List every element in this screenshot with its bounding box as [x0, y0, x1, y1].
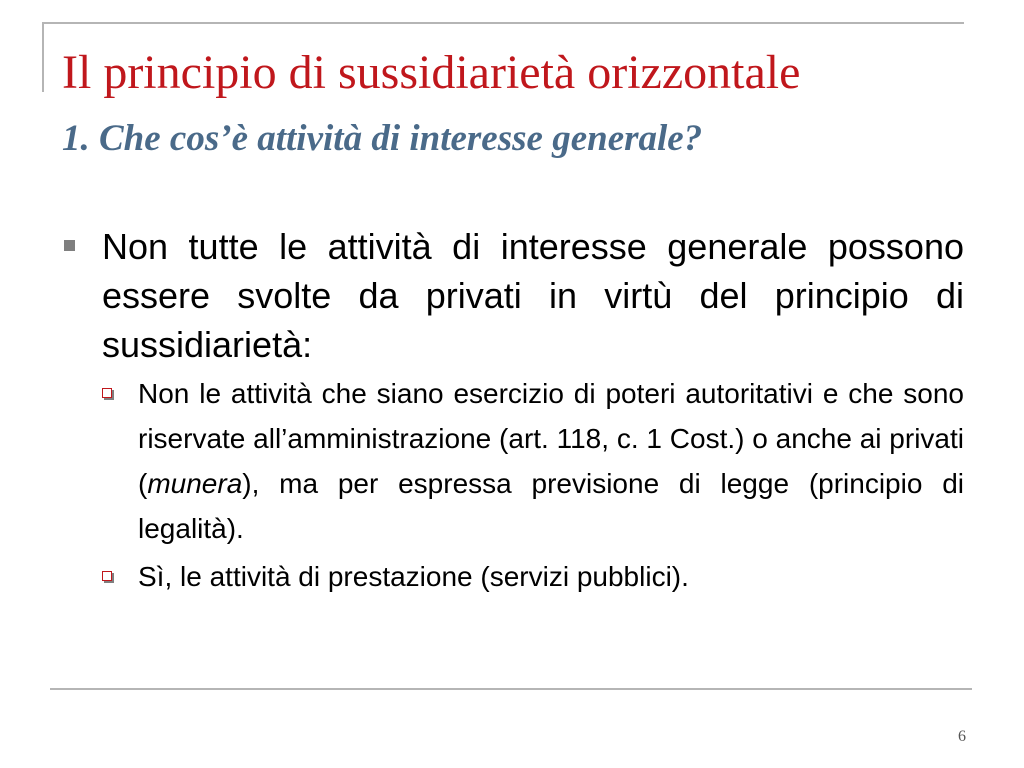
slide-subtitle: 1. Che cos’è attività di interesse generale?: [62, 118, 703, 159]
slide-title: Il principio di sussidiarietà orizzontale: [62, 46, 801, 99]
slide-body-list: [62, 222, 964, 599]
main-bullet: [62, 222, 964, 599]
page-number: 6: [958, 728, 966, 745]
slide-footer-line: [50, 688, 972, 690]
sub-bullet-text-part: ), ma per espressa previsione di legge (principio di legalità).: [138, 468, 964, 544]
sub-bullet-italic-term: munera: [147, 468, 243, 499]
slide-frame-top-line: [42, 22, 964, 24]
hollow-square-bullet-icon: [102, 388, 112, 398]
sub-bullet-text: Sì, le attività di prestazione (servizi pubblici).: [138, 561, 689, 592]
sub-bullet-item: [102, 371, 964, 551]
sub-bullet-list: [102, 371, 964, 599]
slide-frame-left-line: [42, 22, 44, 92]
square-bullet-icon: [64, 240, 75, 251]
sub-bullet-item: [102, 554, 964, 599]
main-bullet-text: Non tutte le attività di interesse generale possono essere svolte da privati in virtù del principio di sussidiarietà:: [102, 226, 964, 365]
hollow-square-bullet-icon: [102, 571, 112, 581]
sub-bullet-text-part: Non le attività che siano esercizio di poteri autoritativi e che sono riservate all’amministrazione (art. 118, c. 1 Cost.) o anche ai privati (: [138, 378, 964, 499]
